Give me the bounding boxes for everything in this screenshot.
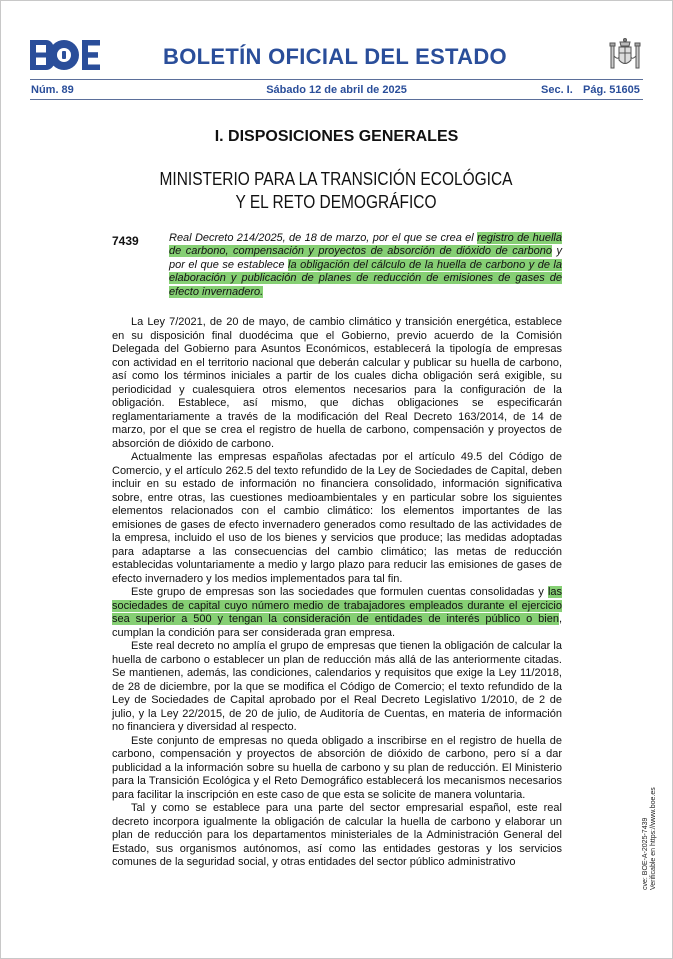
verification-link[interactable]: Verificable en https://www.boe.es: [650, 787, 657, 890]
section-title: I. DISPOSICIONES GENERALES: [214, 128, 459, 145]
boe-logo: [30, 40, 100, 70]
paragraph: La Ley 7/2021, de 20 de mayo, de cambio climático y transición energética, establece en su disposición final duodécima que el Gobierno, previo acuerdo de la Comisión Delegada del Gobierno para Asuntos Económicos, establecerá la tipología de empresas con actividad en el territorio nacional que deberán calcular y publicar su huella de carbono, así como los términos iniciales a partir de los cuales dicha obligación será exigible, su periodicidad y cualesquiera otros elementos necesarios para la configuración de la obligación. Establece, así mismo, que dichas obligaciones se especificarán reglamentariamente a través de la modificación del Real Decreto 163/2014, de 14 de marzo, por el que se crea el registro de huella de carbono, compensación y proyectos de absorción de dióxido de carbono.: [112, 316, 562, 450]
paragraph-highlighted: [112, 586, 562, 640]
paragraph-highlight: las sociedades de capital cuyo número medio de trabajadores empleados durante el ejercicio sea superior a 500 y tengan la consideración de entidades de interés público o bien: [112, 586, 562, 625]
cve-code: cve: BOE-A-2025-7439: [642, 817, 649, 890]
issue-date: Sábado 12 de abril de 2025: [266, 84, 407, 96]
paragraph-part: , cumplan la condición para ser considerada gran empresa.: [112, 613, 562, 639]
document-body: [112, 316, 562, 870]
ministry-line-1: MINISTERIO PARA LA TRANSICIÓN ECOLÓGICA: [159, 169, 513, 189]
paragraph: Tal y como se establece para una parte del sector empresarial español, este real decreto incorpora igualmente la obligación de calcular la huella de carbono y elaborar un plan de reducción para los departamentos ministeriales de la Administración General del Estado, sus organismos autónomos, así como las entidades gestoras y los servicios comunes de la seguridad social, y otras entidades del sector público administrativo: [112, 802, 562, 868]
page-number: Pág. 51605: [583, 84, 640, 96]
header-rule-top: [30, 79, 643, 80]
title-part: y por el que se establece: [169, 245, 562, 271]
header-rule-bottom: [30, 99, 643, 100]
issue-number: Núm. 89: [31, 84, 74, 96]
title-highlight: registro de huella de carbono, compensación y proyectos de absorción de dióxido de carbono: [169, 232, 562, 258]
paragraph: Este real decreto no amplía el grupo de empresas que tienen la obligación de calcular la huella de carbono o establecer un plan de reducción más allá de las anteriormente citadas. Se mantienen, además, las condiciones, calendarios y requisitos que exige la Ley 11/2018, de 28 de diciembre, por la que se modifica el Código de Comercio; el texto refundido de la Ley de Sociedades de Capital aprobado por el Real Decreto Legislativo 1/2010, de 2 de julio, y la Ley 22/2015, de 20 de julio, de Auditoría de Cuentas, en materia de información no financiera y diversidad al respecto.: [112, 640, 562, 733]
document-title: [169, 232, 562, 299]
coat-of-arms-icon: [606, 36, 644, 74]
title-highlight: la obligación del cálculo de la huella de carbono y de la elaboración y publicación de planes de reducción de emisiones de gases de efecto invernadero.: [169, 258, 562, 298]
title-part: Real Decreto 214/2025, de 18 de marzo, por el que se crea el: [169, 232, 478, 244]
section-label: Sec. I.: [541, 84, 573, 96]
paragraph: Actualmente las empresas españolas afectadas por el artículo 49.5 del Código de Comercio, y el artículo 262.5 del texto refundido de la Ley de Sociedades de Capital, deben incluir en su estado de información no financiera consolidado, información significativa sobre, entre otras, las cuestiones medioambientales y en particular sobre los siguientes elementos relacionados con el cambio climático: los elementos importantes de las emisiones de gases de efecto invernadero generados como resultado de las actividades de la empresa, incluido el uso de los bienes y servicios que produce; las medidas adoptadas para adaptarse a las consecuencias del cambio climático; las metas de reducción establecidas voluntariamente a medio y largo plazo para reducir las emisiones de gases de efecto invernadero y los medios implementados para tal fin.: [112, 451, 562, 585]
verification-note: [642, 787, 658, 890]
paragraph-part: Este grupo de empresas son las sociedades que formulen cuentas consolidadas y: [131, 586, 548, 598]
journal-title: BOLETÍN OFICIAL DEL ESTADO: [163, 44, 507, 69]
ministry-name: [159, 168, 513, 214]
document-number: 7439: [112, 234, 139, 248]
paragraph: Este conjunto de empresas no queda obligado a inscribirse en el registro de huella de carbono, compensación y proyectos de absorción de dióxido de carbono, pero sí a dar publicidad a la información sobre su huella de carbono y su plan de reducción. El Ministerio para la Transición Ecológica y el Reto Demográfico establecerá los mecanismos necesarios para facilitar la inscripción en este caso de que esta se solicite de manera voluntaria.: [112, 734, 562, 801]
ministry-line-2: Y EL RETO DEMOGRÁFICO: [235, 192, 437, 212]
